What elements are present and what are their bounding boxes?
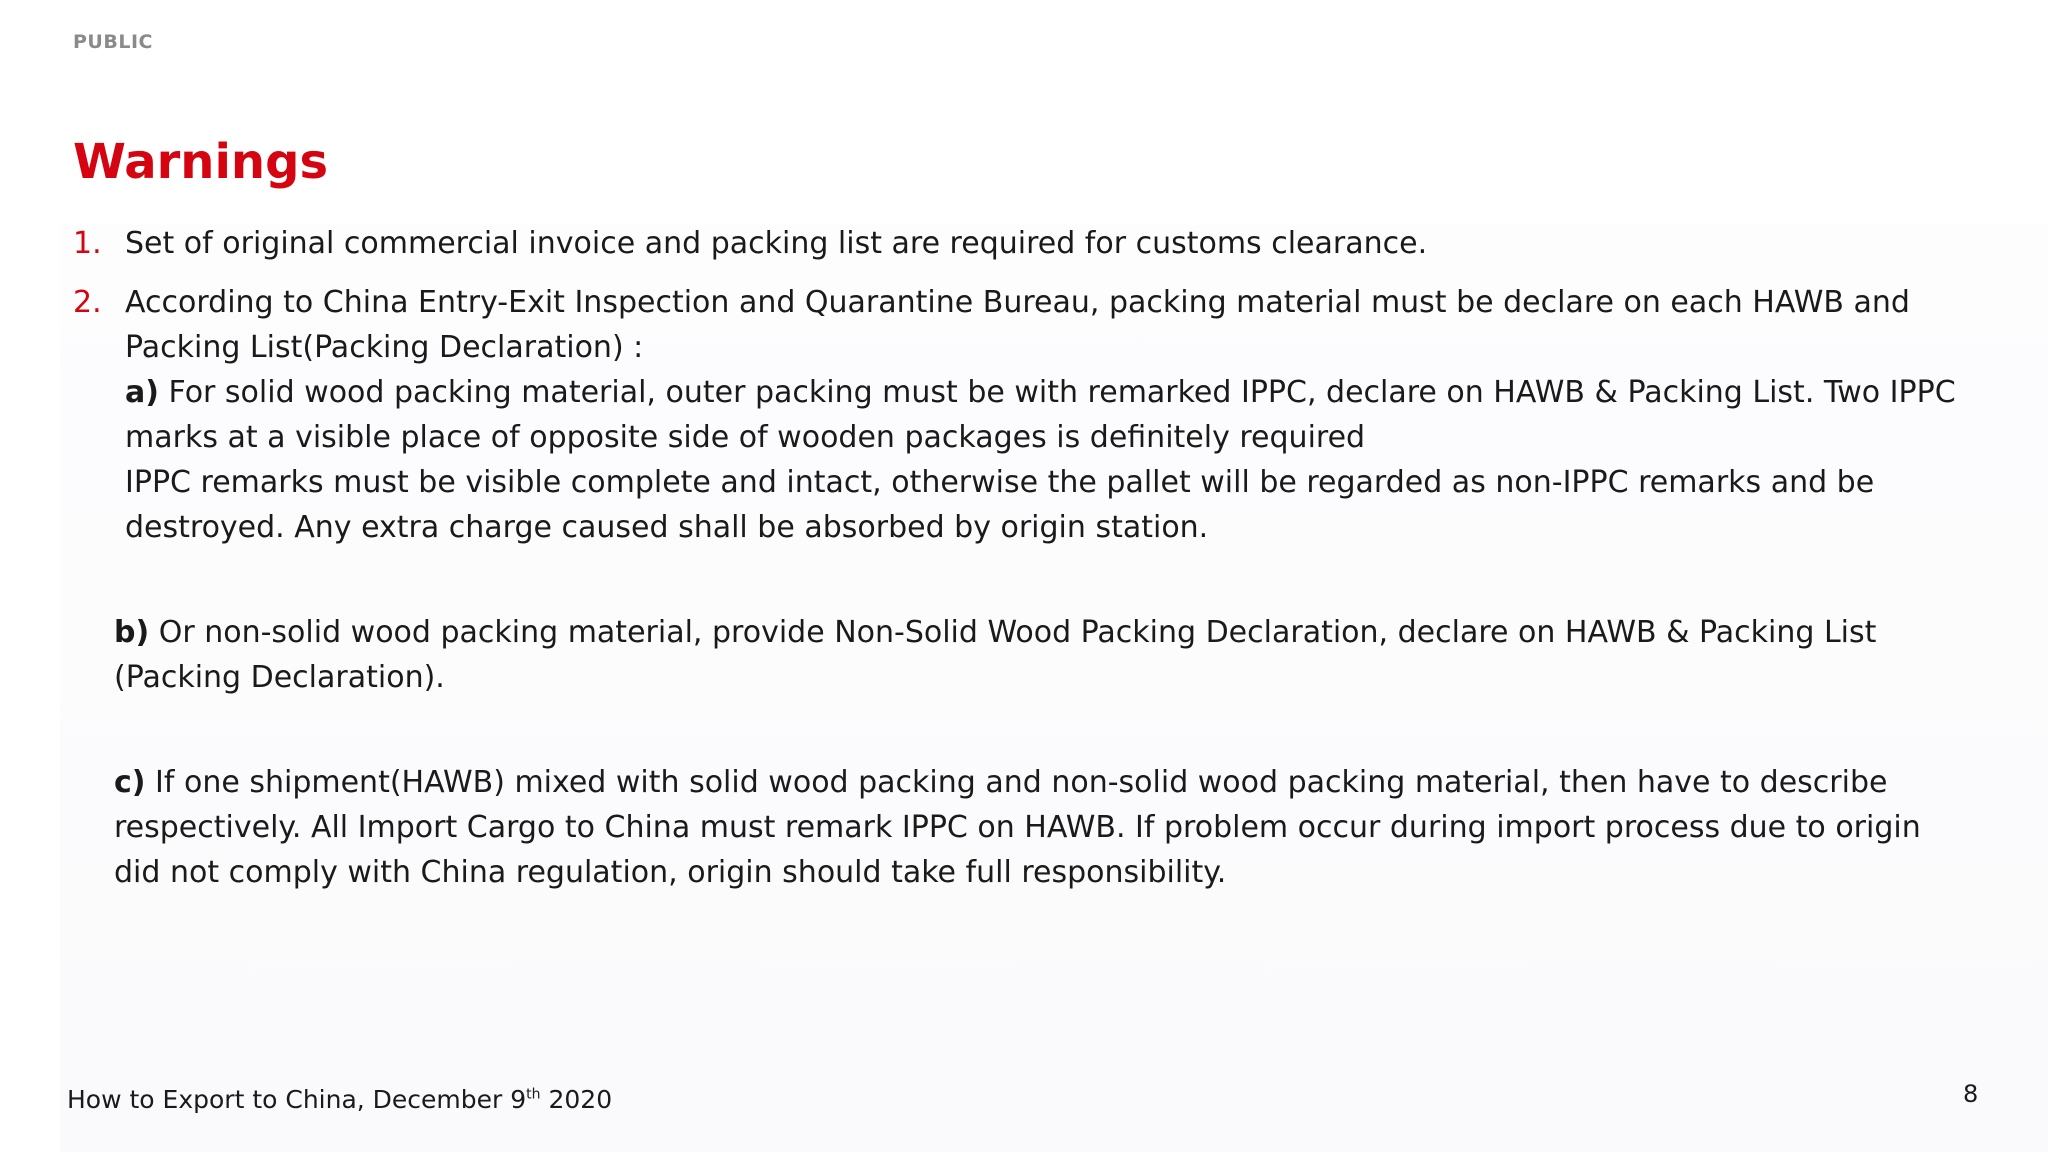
sub-item-c-text: If one shipment(HAWB) mixed with solid wood packing and non-solid wood packing material, then have to describe respectively. All Import Cargo to China must remark IPPC on HAWB. If problem occur during import process due to origin did not comply with China regulation, origin should take full responsibility. <box>114 765 1921 890</box>
sub-item-a-text: For solid wood packing material, outer packing must be with remarked IPPC, declare on HAWB & Packing List. Two IPPC marks at a visible place of opposite side of wooden packages is definitely required <box>125 375 1956 455</box>
sub-item-b <box>114 610 1914 700</box>
list-text-1: Set of original commercial invoice and packing list are required for customs clearance. <box>125 226 1428 261</box>
list-number-2: 2. <box>73 285 102 320</box>
list-text-2: According to China Entry-Exit Inspection and Quarantine Bureau, packing material must be declare on each HAWB and Packing List(Packing Declaration) : <box>125 285 1910 365</box>
sub-item-b-text: Or non-solid wood packing material, provide Non-Solid Wood Packing Declaration, declare on HAWB & Packing List (Packing Declaration). <box>114 615 1877 695</box>
footer-superscript: th <box>526 1086 541 1103</box>
footer-text <box>67 1085 612 1114</box>
sub-item-c-label: c) <box>114 765 146 800</box>
sub-item-a <box>125 370 1965 460</box>
list-item-2-body <box>125 280 1965 550</box>
page-number: 8 <box>1963 1080 1979 1108</box>
slide-title: Warnings <box>73 134 329 190</box>
sub-item-a-label: a) <box>125 375 159 410</box>
sub-item-b-label: b) <box>114 615 150 650</box>
footer-text-main: How to Export to China, December 9 <box>67 1085 527 1114</box>
footer-year: 2020 <box>540 1085 613 1114</box>
list-number-1: 1. <box>73 226 102 261</box>
sub-item-c <box>114 760 1964 895</box>
classification-label: PUBLIC <box>73 31 153 53</box>
sub-item-a-extra: IPPC remarks must be visible complete and intact, otherwise the pallet will be regarded as non-IPPC remarks and be destroyed. Any extra charge caused shall be absorbed by origin station. <box>125 465 1875 545</box>
